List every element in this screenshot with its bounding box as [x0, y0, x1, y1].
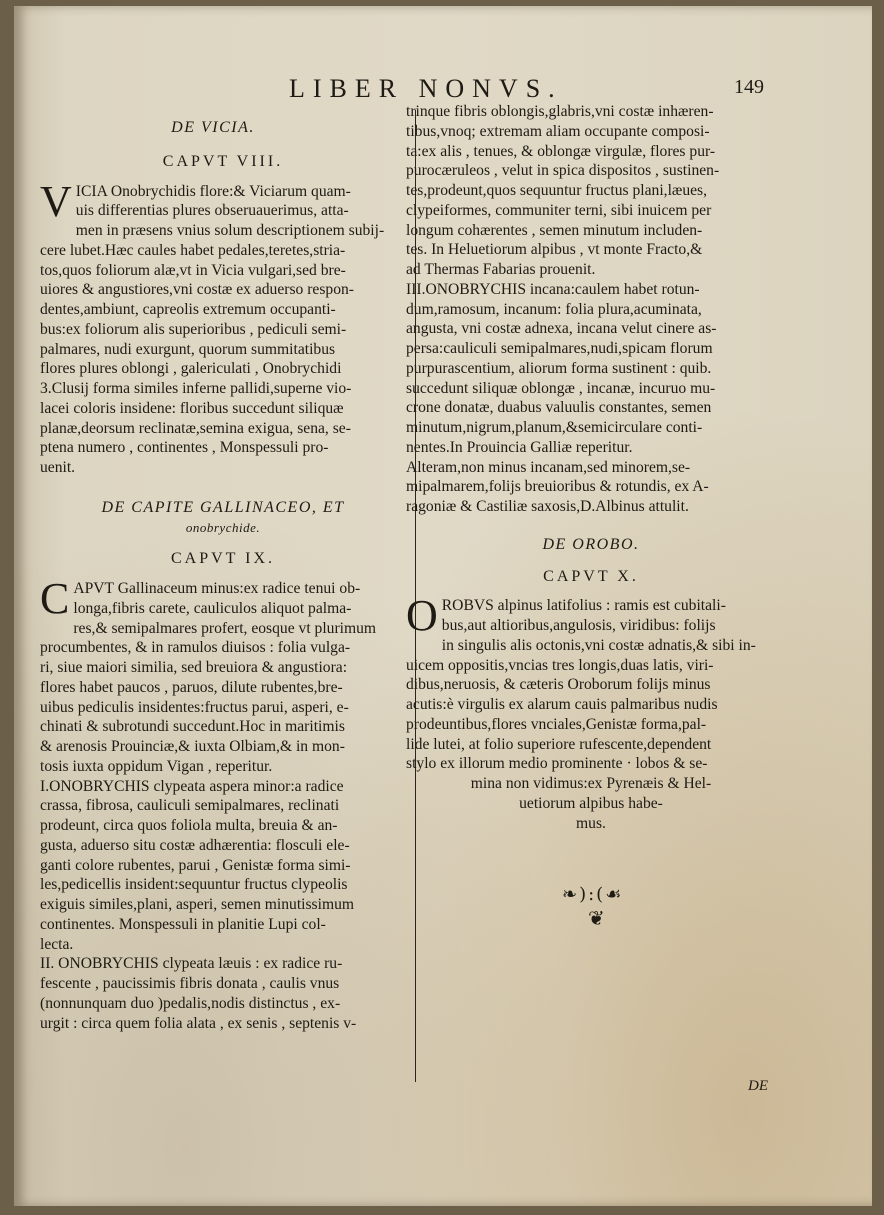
text-line: tes,prodeunt,quos sequuntur fructus plani,læues, [406, 182, 708, 199]
text-line: mus. [576, 814, 606, 832]
text-line: Alteram,non minus incanam,sed minorem,se- [406, 458, 691, 476]
text-line: uiores & angustiores,vni costæ ex aduerso respon- [40, 281, 354, 299]
text-line: chinati & subrotundi succedunt.Hoc in maritimis [40, 718, 345, 736]
section-subtitle-onobrychide: onobrychide. [185, 519, 261, 535]
text-line: fescente , paucissimis fibris donata , caulis vnus [40, 975, 340, 992]
text-line: men in præsens vnius solum descriptionem subij- [75, 222, 385, 239]
text-line: dum,ramosum, incanum: folia plura,acuminata, [406, 300, 702, 318]
text-line: mipalmarem,folijs breuioribus & rotundis, ex A- [406, 478, 709, 496]
text-line: stylo ex illorum medio prominente · lobos & se- [406, 755, 708, 773]
text-line: prodeuntibus,flores vnciales,Genistæ forma,pal- [406, 715, 707, 733]
text-line: uetiorum alpibus habe- [519, 794, 663, 812]
text-line: dentes,ambiunt, capreolis extremum occupanti- [40, 301, 336, 318]
orobo-paragraph [406, 591, 776, 833]
text-line: angusta, vni costæ adnexa, incana velut cinere as- [406, 320, 717, 338]
text-line: acutis:è virgulis ex alarum cauis palmaribus nudis [406, 696, 718, 713]
text-line: exiguis similes,plani, asperi, semen minutissimum [40, 896, 355, 913]
book-page [14, 6, 872, 1206]
text-line: ragoniæ & Castiliæ saxosis,D.Albinus attulit. [406, 498, 689, 515]
text-line: APVT Gallinaceum minus:ex radice tenui ob- [73, 580, 361, 597]
printers-ornament-fleuron: ❦ [588, 906, 605, 930]
text-line: III.ONOBRYCHIS incana:caulem habet rotun- [406, 280, 700, 298]
page-number: 149 [734, 76, 764, 98]
text-line: gusta, aduerso situ costæ adhærentia: flosculi ele- [40, 836, 350, 854]
text-line: tos,quos foliorum alæ,vt in Vicia vulgari,sed bre- [40, 261, 346, 279]
text-line: bus:ex foliorum alis superioribus , pediculi semi- [40, 320, 347, 338]
text-line: uenit. [40, 459, 76, 476]
right-column [406, 102, 776, 833]
text-line: uibus pediculis insidentes:fructus parui, asperi, e- [40, 698, 349, 716]
text-line: mina non vidimus:ex Pyrenæis & Hel- [470, 775, 712, 792]
text-line: dibus,neruosis, & cæteris Oroborum folijs minus [406, 676, 711, 694]
section-title-vicia: DE VICIA. [171, 119, 255, 136]
text-line: I.ONOBRYCHIS clypeata aspera minor:a radice [40, 777, 344, 795]
drop-cap: C [40, 574, 70, 623]
catchword: DE [748, 1078, 768, 1094]
chapter-heading-9: CAPVT IX. [170, 550, 276, 568]
text-line: ICIA Onobrychidis flore:& Viciarum quam- [75, 182, 351, 200]
vicia-paragraph [40, 176, 406, 478]
drop-cap: O [406, 591, 438, 641]
capite-gallinaceo-paragraph [40, 574, 406, 1033]
text-line: & arenosis Prouinciæ,& iuxta Olbiam,& in mon- [40, 738, 345, 755]
text-line: ganti colore rubentes, parui , Genistæ forma simi- [40, 856, 351, 874]
text-line: prodeunt, circa quos foliola multa, breuia & an- [40, 817, 338, 834]
printers-ornament: ❧):(☙ [562, 884, 624, 905]
text-line: tes. In Heluetiorum alpibus , vt monte Fracto,& [406, 241, 703, 259]
drop-cap: V [40, 176, 72, 226]
text-line: lide lutei, at folio superiore rufescente,dependent [406, 735, 712, 753]
text-line: cere lubet.Hæc caules habet pedales,teretes,stria- [40, 241, 346, 259]
chapter-heading-8: CAPVT VIII. [162, 152, 284, 170]
text-line: persa:cauliculi semipalmares,nudi,spicam florum [406, 340, 713, 357]
text-line: purocæruleos , velut in spica dispositos , sustinen- [406, 162, 720, 180]
section-title-orobo: DE OROBO. [542, 535, 640, 553]
text-line: continentes. Monspessuli in planitie Lupi col- [40, 915, 326, 933]
text-line: ROBVS alpinus latifolius : ramis est cubitali- [441, 597, 726, 615]
text-line: ad Thermas Fabarias prouenit. [406, 261, 596, 278]
text-line: nentes.In Prouincia Galliæ reperitur. [406, 438, 633, 456]
section-title-capite-gallinaceo: DE CAPITE GALLINACEO, ET [101, 498, 345, 516]
text-line: II. ONOBRYCHIS clypeata læuis : ex radice ru- [40, 955, 343, 973]
text-line: purpurascentium, aliorum forma sustinent : quib. [406, 359, 712, 377]
text-line: crassa, fibrosa, cauliculi semipalmares, reclinati [40, 797, 340, 815]
text-line: ptena numero , continentes , Monspessuli pro- [40, 439, 329, 457]
text-line: in singulis alis octonis,vni costæ adnatis,& sibi in- [441, 636, 756, 654]
text-line: clypeiformes, communiter terni, sibi inuicem per [406, 201, 712, 219]
text-line: succedunt siliquæ oblongæ , incanæ, incuruo mu- [406, 379, 716, 397]
text-line: longum cohærentes , semen minutum includen- [406, 221, 703, 239]
text-line: uicem oppositis,vncias tres longis,duas latis, viri- [406, 656, 714, 674]
text-line: (nonnunquam duo )pedalis,nodis distinctus , ex- [40, 994, 341, 1012]
text-line: palmares, nudi exurgunt, quorum summitatibus [40, 340, 336, 358]
text-line: 3.Clusij forma similes inferne pallidi,superne vio- [40, 380, 352, 397]
text-line: minutum,nigrum,planum,&semicirculare conti- [406, 419, 703, 436]
left-column [40, 118, 406, 1033]
text-line: ri, siue maiori similia, sed breuiora & angustiora: [40, 659, 348, 676]
text-line: urgit : circa quem folia alata , ex senis , septenis v- [40, 1014, 357, 1032]
text-line: tosis iuxta oppidum Vigan , reperitur. [40, 757, 273, 775]
text-line: uis differentias plures obseruauerimus, atta- [75, 202, 349, 220]
text-line: res,& semipalmares profert, eosque vt plurimum [73, 619, 377, 637]
text-line: tibus,vnoq; extremam aliam occupante composi- [406, 122, 710, 140]
text-line: bus,aut altioribus,angulosis, viridibus: folijs [441, 617, 716, 634]
text-line: procumbentes, & in ramulos diuisos : folia vulga- [40, 639, 351, 657]
chapter-heading-10: CAPVT X. [543, 567, 639, 585]
text-line: flores habet paucos , paruos, dilute rubentes,bre- [40, 678, 343, 696]
text-line: planæ,deorsum reclinatæ,semina exigua, sena, se- [40, 419, 351, 437]
text-line: lecta. [40, 935, 74, 953]
text-line: trinque fibris oblongis,glabris,vni costæ inhæren- [406, 103, 714, 120]
text-line: longa,fibris carete, cauliculos aliquot palma- [73, 599, 352, 617]
running-head: LIBER NONVS. [289, 74, 563, 103]
text-line: lacei coloris insidene: floribus succedunt siliquæ [40, 399, 344, 417]
text-line: les,pedicellis insident:sequuntur fructus clypeolis [40, 876, 348, 894]
text-line: flores plures oblongi , galericulati , Onobrychidi [40, 360, 342, 378]
text-line: crone donatæ, duabus valuulis constantes, semen [406, 399, 712, 417]
text-line: ta:ex alis , tenues, & oblongæ virgulæ, flores pur- [406, 142, 716, 160]
